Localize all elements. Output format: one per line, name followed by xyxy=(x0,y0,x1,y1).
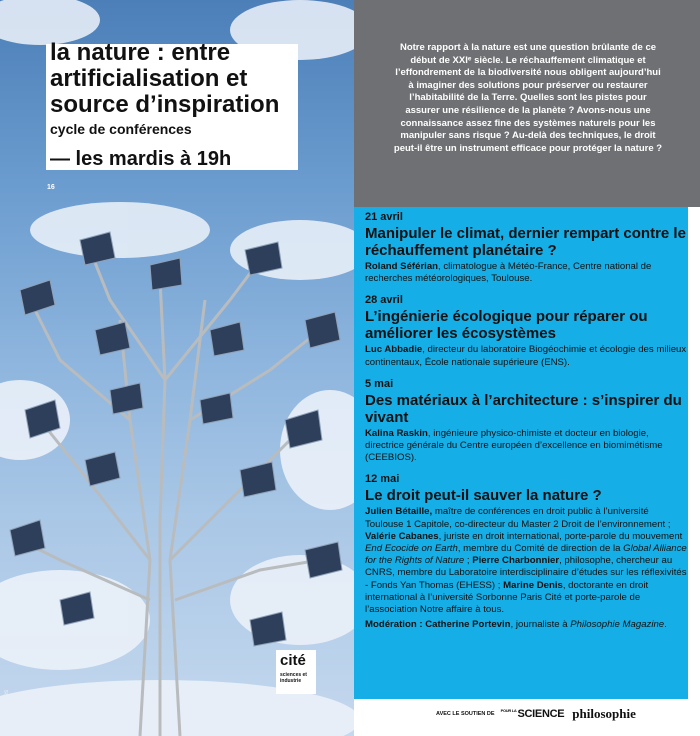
event-speakers xyxy=(365,506,687,616)
event-date: 12 mai xyxy=(365,473,400,486)
event-item xyxy=(365,377,687,465)
photo-credit: © GettyImages xyxy=(4,689,10,730)
event-title: Des matériaux à l’architecture : s’inspirer du vivant xyxy=(365,391,682,426)
speaker-name: Julien Bétaille, xyxy=(365,506,433,518)
pour-la-science-logo-name: SCIENCE xyxy=(517,708,565,720)
speaker-name: Marine Denis xyxy=(503,579,563,591)
intro-text: Notre rapport à la nature est une question brûlante de ce début de XXIᵉ siècle. Le réchauffement climatique et l’effondrement de la biodiversité nous obligent aujourd’hui à imaginer des solutions pour préserver ou restaurer l’habitabilité de la Terre. Quelles sont les pistes pour assurer une résilience de la planète ? Avons-nous une connaissance assez fine des systèmes naturels pour les manipuler sans risque ? Au-delà des techniques, le droit peut-il être un instrument efficace pour protéger la nature ? xyxy=(393,42,663,154)
moderator-publication: Philosophie Magazine xyxy=(570,619,665,631)
moderator-end: . xyxy=(664,619,667,631)
event-title: Manipuler le climat, dernier rempart contre le réchauffement planétaire ? xyxy=(365,225,686,259)
event-moderation xyxy=(365,619,687,631)
event-title: L’ingénierie écologique pour réparer ou améliorer les écosystèmes xyxy=(365,308,648,343)
speaker-desc: , membre du Comité de direction de la xyxy=(457,543,624,555)
event-speakers xyxy=(365,261,687,285)
speaker-name: Roland Séférian xyxy=(365,261,439,272)
event-date: 28 avril xyxy=(365,294,403,307)
event-title: Le droit peut-il sauver la nature ? xyxy=(365,487,602,505)
speaker-desc: , philosophe, chercheur au CNRS, membre du Laboratoire interdisciplinaire d’études sur les réflexivités - Fonds Yan Thomas (EHESS) ; xyxy=(365,555,687,591)
speaker-desc: ; xyxy=(464,555,473,567)
cite-logo-name: cité xyxy=(280,652,306,669)
speaker-name: Kalina Raskin xyxy=(365,427,428,439)
speaker-desc: , juriste en droit international, porte-parole du mouvement xyxy=(438,530,683,542)
speaker-desc: , climatologue à Météo-France, Centre national de recherches météorologiques, Toulouse. xyxy=(365,261,652,285)
page-number: 16 xyxy=(47,184,55,191)
sponsors-bar xyxy=(436,706,636,722)
moderator-desc: , journaliste à xyxy=(510,619,571,631)
events-list xyxy=(365,210,687,639)
schedule-text: — les mardis à 19h xyxy=(50,148,232,170)
event-item xyxy=(365,293,687,368)
speaker-desc: maître de conférences en droit public à l’université Toulouse 1 Capitole, co-directeur du Master 2 Droit de l’environnement ; xyxy=(365,506,671,530)
pour-la-science-logo xyxy=(501,708,565,720)
speaker-org: Global Alliance for the Rights of Nature xyxy=(365,543,687,567)
event-speakers xyxy=(365,344,687,368)
event-item xyxy=(365,472,687,631)
cite-logo-tagline: sciences et industrie xyxy=(280,672,307,684)
support-label: AVEC LE SOUTIEN DE xyxy=(436,711,495,717)
cite-logo xyxy=(276,650,316,694)
speaker-desc: , directeur du laboratoire Biogéochimie et écologie des milieux continentaux, École nationale supérieure (ENS). xyxy=(365,344,687,368)
speaker-org: End Ecocide on Earth xyxy=(365,543,458,555)
pour-la-science-logo-pre: POUR LA xyxy=(500,708,517,713)
moderator-name: Modération : Catherine Portevin xyxy=(365,619,511,631)
page-subtitle: cycle de conférences xyxy=(50,121,192,137)
speaker-name: Luc Abbadie xyxy=(365,344,423,356)
speaker-desc: , ingénieure physico-chimiste et docteur en biologie, directrice générale du Centre européen d’excellence en biomimétisme (CEEBIOS). xyxy=(365,427,663,464)
event-date: 21 avril xyxy=(365,211,403,223)
speaker-name: Pierre Charbonnier xyxy=(472,555,560,567)
event-date: 5 mai xyxy=(365,377,394,390)
speaker-desc: , doctorante en droit international à l’université Sorbonne Paris Cité et porte-parole de l’association Notre affaire à tous. xyxy=(365,579,649,616)
page-title: la nature : entre artificialisation et source d’inspiration xyxy=(50,39,280,118)
event-item xyxy=(365,210,687,285)
speaker-name: Valérie Cabanes xyxy=(365,530,439,542)
event-speakers xyxy=(365,428,687,465)
philosophie-magazine-logo: philosophie xyxy=(572,706,636,721)
